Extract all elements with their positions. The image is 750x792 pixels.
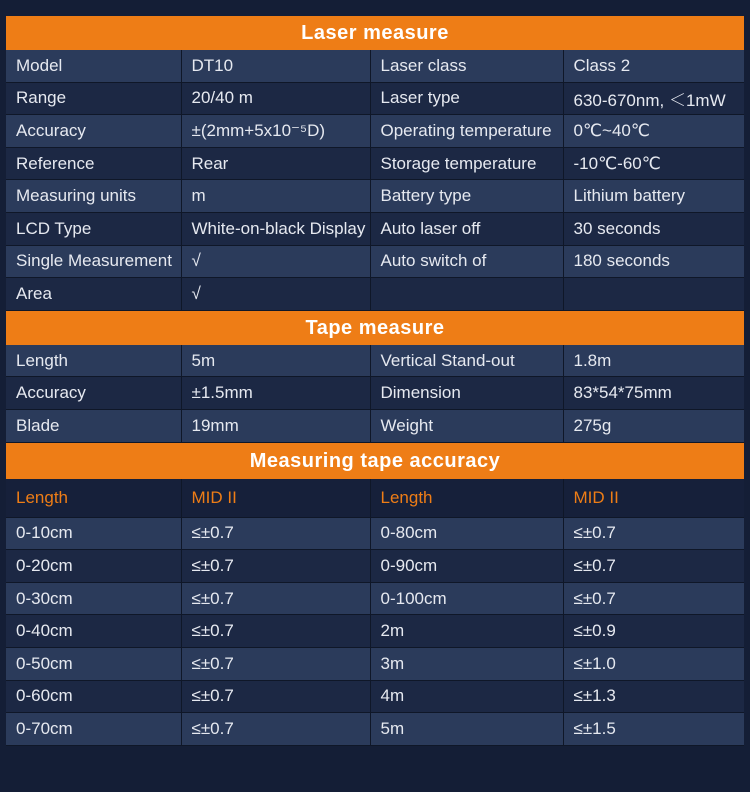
table-cell: 19mm: [181, 409, 370, 442]
spec-sheet: [6, 16, 744, 746]
table-cell: Single Measurement: [6, 245, 181, 278]
table-cell: ±1.5mm: [181, 377, 370, 410]
column-header: MID II: [181, 479, 370, 518]
table-cell: 83*54*75mm: [563, 377, 744, 410]
table-cell: ≤±1.3: [563, 680, 744, 713]
table-cell: 2m: [370, 615, 563, 648]
laser-spec-row: [6, 180, 744, 213]
table-cell: 275g: [563, 409, 744, 442]
table-cell: Accuracy: [6, 377, 181, 410]
accuracy-row: [6, 713, 744, 746]
table-cell: 1.8m: [563, 345, 744, 377]
table-cell: Length: [6, 345, 181, 377]
laser-spec-row: [6, 115, 744, 148]
table-cell: 0-10cm: [6, 517, 181, 550]
table-cell: ≤±1.5: [563, 713, 744, 746]
table-cell: Blade: [6, 409, 181, 442]
table-cell: Laser class: [370, 50, 563, 82]
table-cell: √: [181, 245, 370, 278]
column-header: Length: [6, 479, 181, 518]
table-cell: Vertical Stand-out: [370, 345, 563, 377]
table-cell: ≤±0.7: [181, 680, 370, 713]
table-cell: ≤±0.7: [181, 615, 370, 648]
table-cell: Laser type: [370, 82, 563, 115]
table-cell: [370, 278, 563, 311]
table-cell: -10℃-60℃: [563, 147, 744, 180]
table-cell: Accuracy: [6, 115, 181, 148]
table-cell: 5m: [181, 345, 370, 377]
tape-spec-row: [6, 345, 744, 377]
table-cell: ≤±0.7: [181, 647, 370, 680]
laser-spec-table: [6, 50, 744, 311]
laser-spec-row: [6, 82, 744, 115]
laser-spec-row: [6, 50, 744, 82]
table-cell: 0-20cm: [6, 550, 181, 583]
table-cell: Rear: [181, 147, 370, 180]
table-cell: 5m: [370, 713, 563, 746]
table-cell: ≤±0.9: [563, 615, 744, 648]
table-cell: ≤±0.7: [181, 550, 370, 583]
laser-measure-header: Laser measure: [6, 16, 744, 50]
laser-spec-row: [6, 147, 744, 180]
column-header: Length: [370, 479, 563, 518]
table-cell: 0-60cm: [6, 680, 181, 713]
table-cell: 30 seconds: [563, 212, 744, 245]
table-cell: Dimension: [370, 377, 563, 410]
table-cell: Reference: [6, 147, 181, 180]
table-cell: ≤±0.7: [181, 517, 370, 550]
table-cell: 0-40cm: [6, 615, 181, 648]
table-cell: 0-70cm: [6, 713, 181, 746]
table-cell: Operating temperature: [370, 115, 563, 148]
table-cell: Storage temperature: [370, 147, 563, 180]
accuracy-row: [6, 517, 744, 550]
accuracy-row: [6, 615, 744, 648]
accuracy-row: [6, 647, 744, 680]
laser-spec-row: [6, 278, 744, 311]
table-cell: ≤±0.7: [181, 713, 370, 746]
table-cell: 0℃~40℃: [563, 115, 744, 148]
table-cell: LCD Type: [6, 212, 181, 245]
table-cell: 0-30cm: [6, 582, 181, 615]
table-cell: 0-50cm: [6, 647, 181, 680]
column-header: MID II: [563, 479, 744, 518]
table-cell: ≤±1.0: [563, 647, 744, 680]
table-cell: Auto switch of: [370, 245, 563, 278]
table-cell: 180 seconds: [563, 245, 744, 278]
table-cell: [563, 278, 744, 311]
laser-spec-row: [6, 245, 744, 278]
tape-spec-row: [6, 377, 744, 410]
tape-measure-header: Tape measure: [6, 311, 744, 345]
table-cell: Model: [6, 50, 181, 82]
table-cell: 0-90cm: [370, 550, 563, 583]
laser-spec-row: [6, 212, 744, 245]
accuracy-row: [6, 680, 744, 713]
table-cell: ≤±0.7: [563, 550, 744, 583]
table-cell: m: [181, 180, 370, 213]
tape-spec-table: [6, 345, 744, 443]
accuracy-header-row: [6, 479, 744, 518]
table-cell: ≤±0.7: [563, 517, 744, 550]
table-cell: Lithium battery: [563, 180, 744, 213]
table-cell: Auto laser off: [370, 212, 563, 245]
table-cell: ≤±0.7: [563, 582, 744, 615]
table-cell: 20/40 m: [181, 82, 370, 115]
table-cell: White-on-black Display: [181, 212, 370, 245]
table-cell: 4m: [370, 680, 563, 713]
table-cell: Battery type: [370, 180, 563, 213]
tape-accuracy-header: Measuring tape accuracy: [6, 443, 744, 479]
table-cell: Weight: [370, 409, 563, 442]
table-cell: √: [181, 278, 370, 311]
table-cell: Range: [6, 82, 181, 115]
table-cell: ≤±0.7: [181, 582, 370, 615]
table-cell: Measuring units: [6, 180, 181, 213]
table-cell: ±(2mm+5x10⁻⁵D): [181, 115, 370, 148]
table-cell: 630-670nm, ＜1mW: [563, 82, 744, 115]
table-cell: Class 2: [563, 50, 744, 82]
table-cell: 3m: [370, 647, 563, 680]
table-cell: DT10: [181, 50, 370, 82]
tape-accuracy-table: [6, 479, 744, 746]
accuracy-row: [6, 582, 744, 615]
table-cell: 0-80cm: [370, 517, 563, 550]
tape-spec-row: [6, 409, 744, 442]
table-cell: Area: [6, 278, 181, 311]
accuracy-row: [6, 550, 744, 583]
table-cell: 0-100cm: [370, 582, 563, 615]
